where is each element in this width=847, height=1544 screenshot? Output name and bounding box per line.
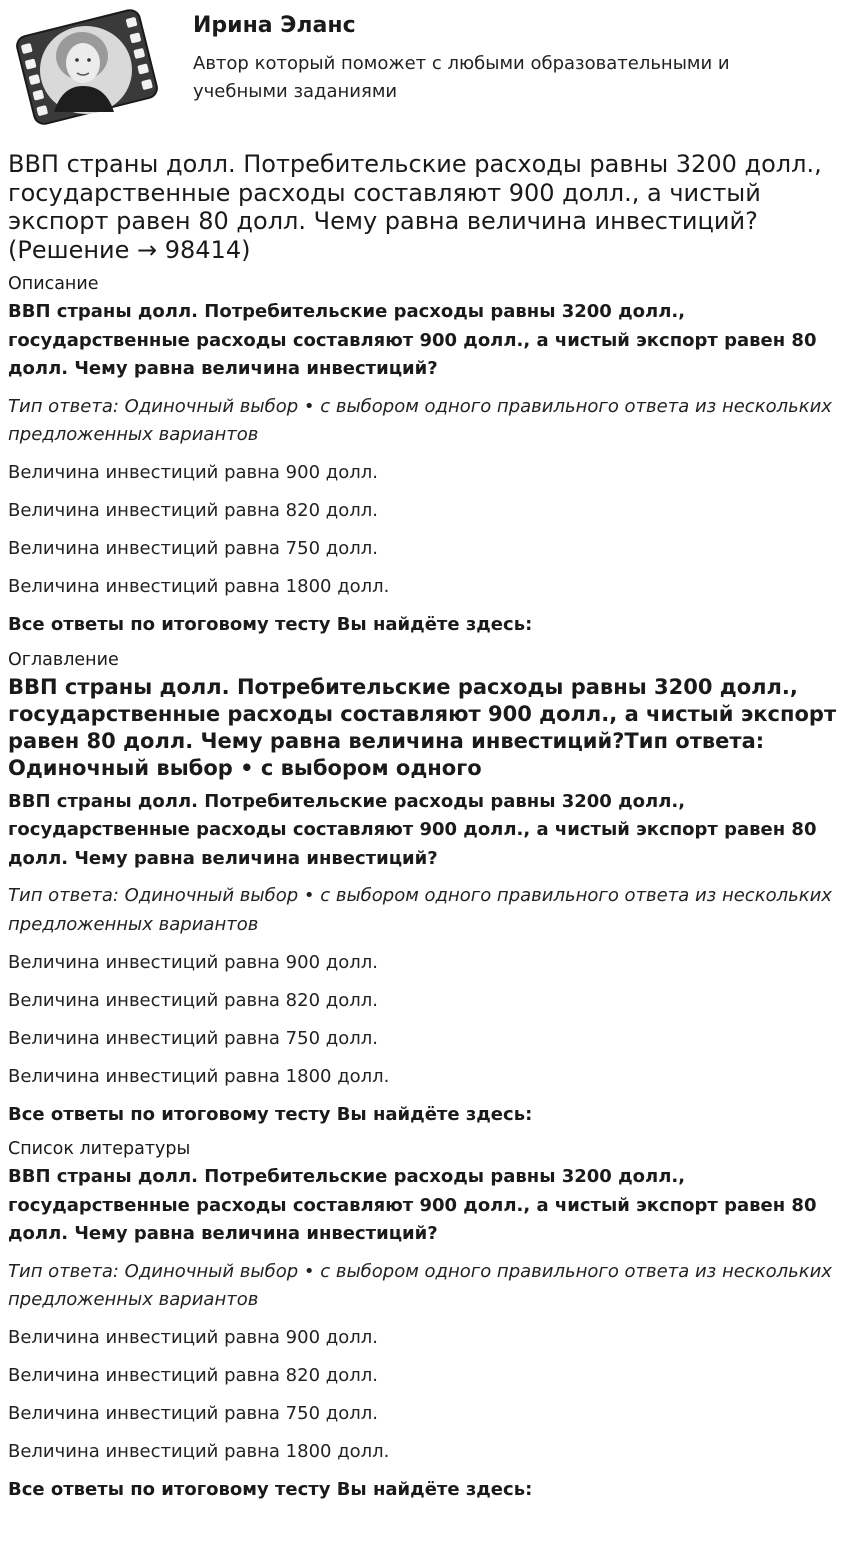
section-description	[8, 272, 839, 640]
section-contents	[8, 648, 839, 1130]
answer-option: Величина инвестиций равна 1800 долл.	[8, 576, 390, 597]
answer-option: Величина инвестиций равна 900 долл.	[8, 462, 378, 483]
author-avatar[interactable]	[16, 8, 158, 126]
answer-option: Величина инвестиций равна 1800 долл.	[8, 1065, 390, 1087]
contents-heading: ВВП страны долл. Потребительские расходы равны 3200 долл., государственные расходы составляют 900 долл., а чистый экспорт равен 80 долл. Чему равна величина инвестиций?Тип ответа: Одиночный выбор • с выбором одного	[8, 674, 837, 780]
section-label: Оглавление	[8, 649, 119, 670]
question-text: ВВП страны долл. Потребительские расходы равны 3200 долл., государственные расходы составляют 900 долл., а чистый экспорт равен 80 долл. Чему равна величина инвестиций?	[8, 1166, 817, 1244]
answer-option: Величина инвестиций равна 750 долл.	[8, 1403, 378, 1424]
answer-type: Тип ответа: Одиночный выбор • с выбором одного правильного ответа из нескольких предложенных вариантов	[8, 395, 832, 445]
all-answers-note: Все ответы по итоговому тесту Вы найдёте здесь:	[8, 1479, 533, 1500]
answer-option: Величина инвестиций равна 820 долл.	[8, 1365, 378, 1386]
answer-option: Величина инвестиций равна 820 долл.	[8, 989, 378, 1011]
all-answers-note: Все ответы по итоговому тесту Вы найдёте здесь:	[8, 1103, 533, 1125]
question-text: ВВП страны долл. Потребительские расходы равны 3200 долл., государственные расходы составляют 900 долл., а чистый экспорт равен 80 долл. Чему равна величина инвестиций?	[8, 790, 817, 869]
answer-option: Величина инвестиций равна 750 долл.	[8, 538, 378, 559]
answer-option: Величина инвестиций равна 900 долл.	[8, 951, 378, 973]
answer-type: Тип ответа: Одиночный выбор • с выбором одного правильного ответа из нескольких предложенных вариантов	[8, 1260, 832, 1310]
section-label: Описание	[8, 274, 99, 294]
answer-option: Величина инвестиций равна 1800 долл.	[8, 1441, 390, 1462]
page-title: ВВП страны долл. Потребительские расходы равны 3200 долл., государственные расходы составляют 900 долл., а чистый экспорт равен 80 долл. Чему равна величина инвестиций? (Решение → 98414)	[8, 150, 822, 264]
question-text: ВВП страны долл. Потребительские расходы равны 3200 долл., государственные расходы составляют 900 долл., а чистый экспорт равен 80 долл. Чему равна величина инвестиций?	[8, 301, 817, 379]
section-references	[8, 1137, 839, 1505]
section-label: Список литературы	[8, 1139, 191, 1159]
answer-option: Величина инвестиций равна 900 долл.	[8, 1327, 378, 1348]
author-card	[8, 0, 839, 132]
answer-option: Величина инвестиций равна 820 долл.	[8, 500, 378, 521]
answer-type: Тип ответа: Одиночный выбор • с выбором одного правильного ответа из нескольких предложенных вариантов	[8, 885, 832, 935]
author-description: Автор который поможет с любыми образовательными и учебными заданиями	[193, 53, 730, 102]
author-name[interactable]: Ирина Эланс	[193, 13, 356, 38]
answer-option: Величина инвестиций равна 750 долл.	[8, 1027, 378, 1049]
all-answers-note: Все ответы по итоговому тесту Вы найдёте здесь:	[8, 614, 533, 635]
